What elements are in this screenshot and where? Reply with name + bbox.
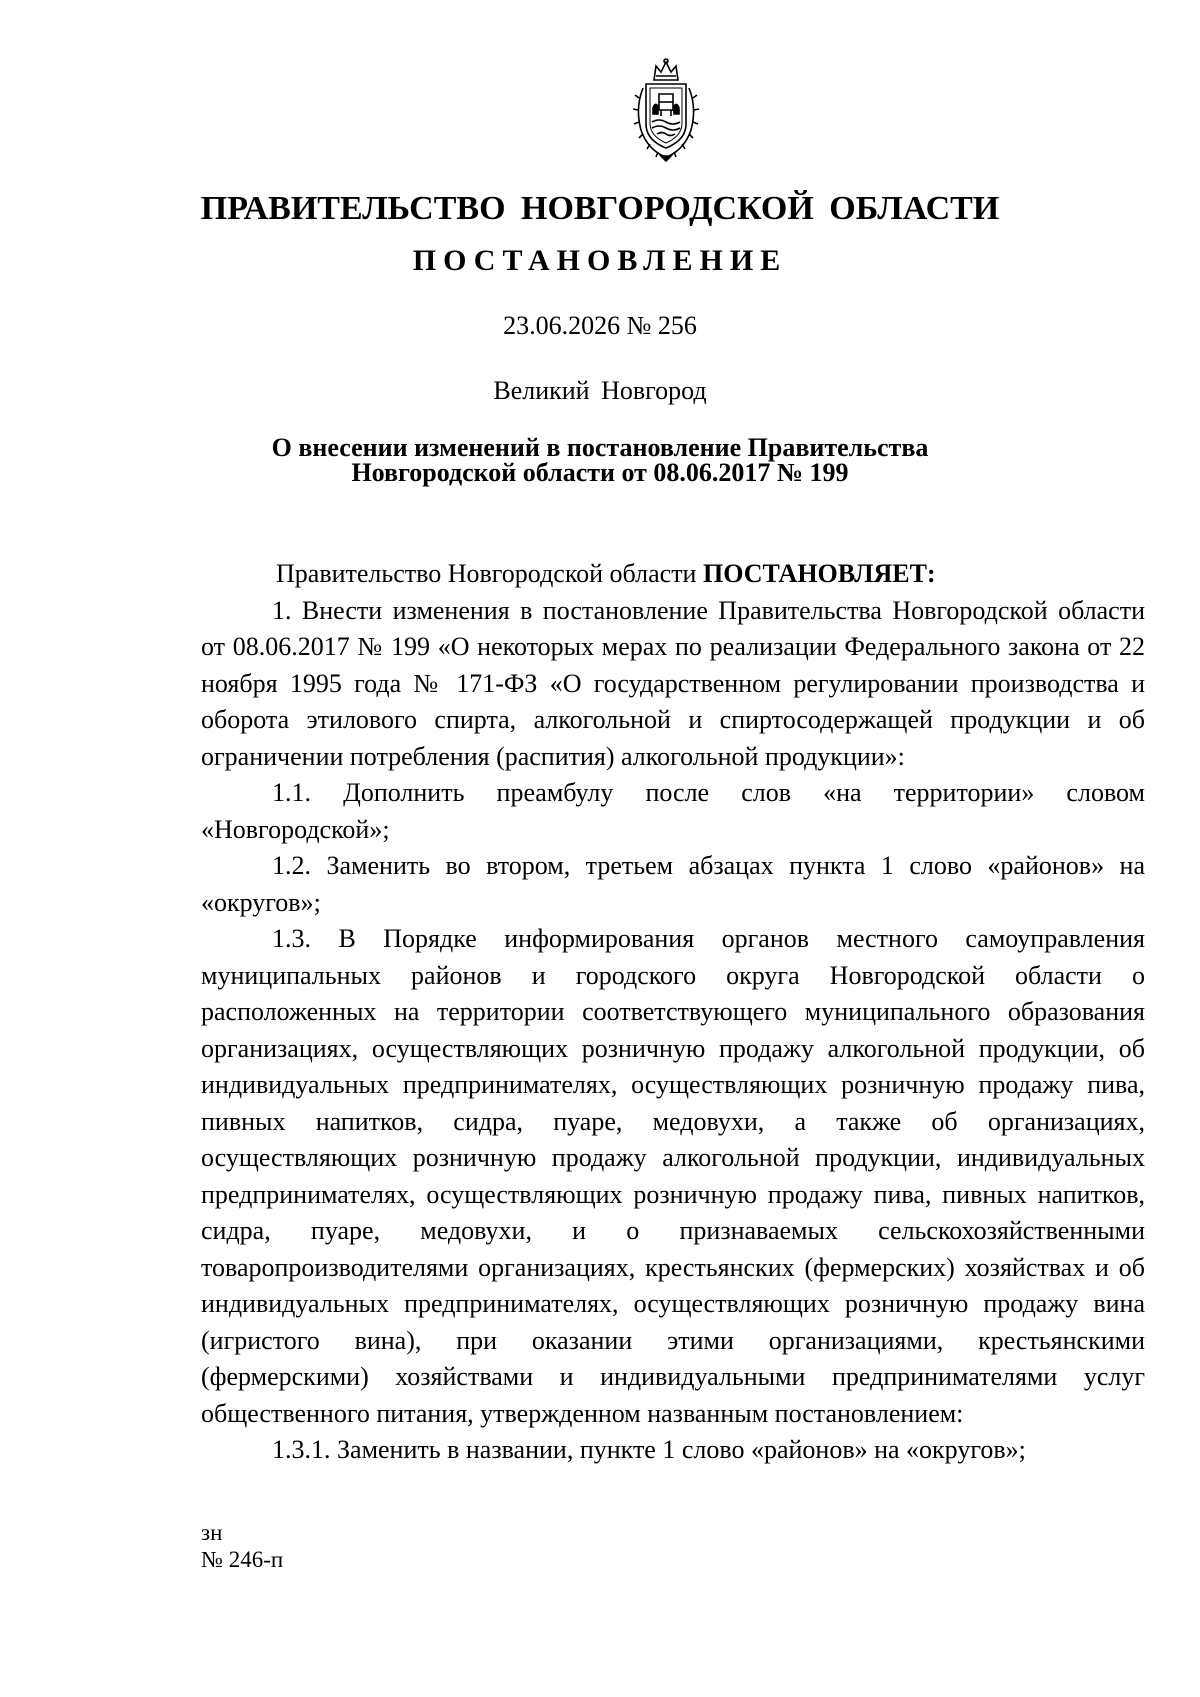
resolution-lead [201,556,1145,593]
paragraph-1-1: 1.1. Дополнить преамбулу после слов «на территории» словом «Новгородской»; [201,778,1145,844]
lead-decree-word: ПОСТАНОВЛЯЕТ: [702,559,936,588]
paragraph-1-3-1: 1.3.1. Заменить в названии, пункте 1 слово «районов» на «округов»; [272,1435,1026,1464]
subject-line-2: Новгородской области от 08.06.2017 № 199 [351,458,849,487]
document-city: Великий Новгород [493,376,707,405]
document-footer [201,1519,283,1573]
government-title: ПРАВИТЕЛЬСТВО НОВГОРОДСКОЙ ОБЛАСТИ [200,190,1000,227]
subject-line-1: О внесении изменений в постановление Правительства [271,433,929,462]
paragraph-1: 1. Внести изменения в постановление Правительства Новгородской области от 08.06.2017 № 199 «О некоторых мерах по реализации Федерального закона от 22 ноября 1995 года № 171-ФЗ «О государственном регулировании производства и оборота этилового спирта, алкогольной и спиртосодержащей продукции и об ограничении потребления (распития) алкогольной продукции»: [201,595,1145,771]
coat-of-arms-icon [629,58,703,162]
footer-number: № 246-п [201,1547,284,1572]
document-date-number: 23.06.2026 № 256 [503,311,697,340]
paragraph-1-2: 1.2. Заменить во втором, третьем абзацах пункта 1 слово «районов» на «округов»; [201,851,1145,917]
document-type: ПОСТАНОВЛЕНИЕ [412,244,788,277]
lead-text: Правительство Новгородской области [276,559,703,588]
footer-initials: зн [201,1520,223,1545]
document-body [201,556,1145,1469]
document-subject [0,435,1200,485]
paragraph-1-3: 1.3. В Порядке информирования органов местного самоуправления муниципальных районов и городского округа Новгородской области о расположенных на территории соответствующего муниципального образования организациях, осуществляющих розничную продажу алкогольной продукции, об индивидуальных предпринимателях, осуществляющих розничную продажу пива, пивных напитков, сидра, пуаре, медовухи, а также об организациях, осуществляющих розничную продажу алкогольной продукции, индивидуальных предпринимателях, осуществляющих розничную продажу пива, пивных напитков, сидра, пуаре, медовухи, и о признаваемых сельскохозяйственными товаропроизводителями организациях, крестьянских (фермерских) хозяйствах и об индивидуальных предпринимателях, осуществляющих розничную продажу вина (игристого вина), при оказании этими организациями, крестьянскими (фермерскими) хозяйствами и индивидуальными предпринимателями услуг общественного питания, утвержденном названным постановлением: [201,924,1145,1428]
